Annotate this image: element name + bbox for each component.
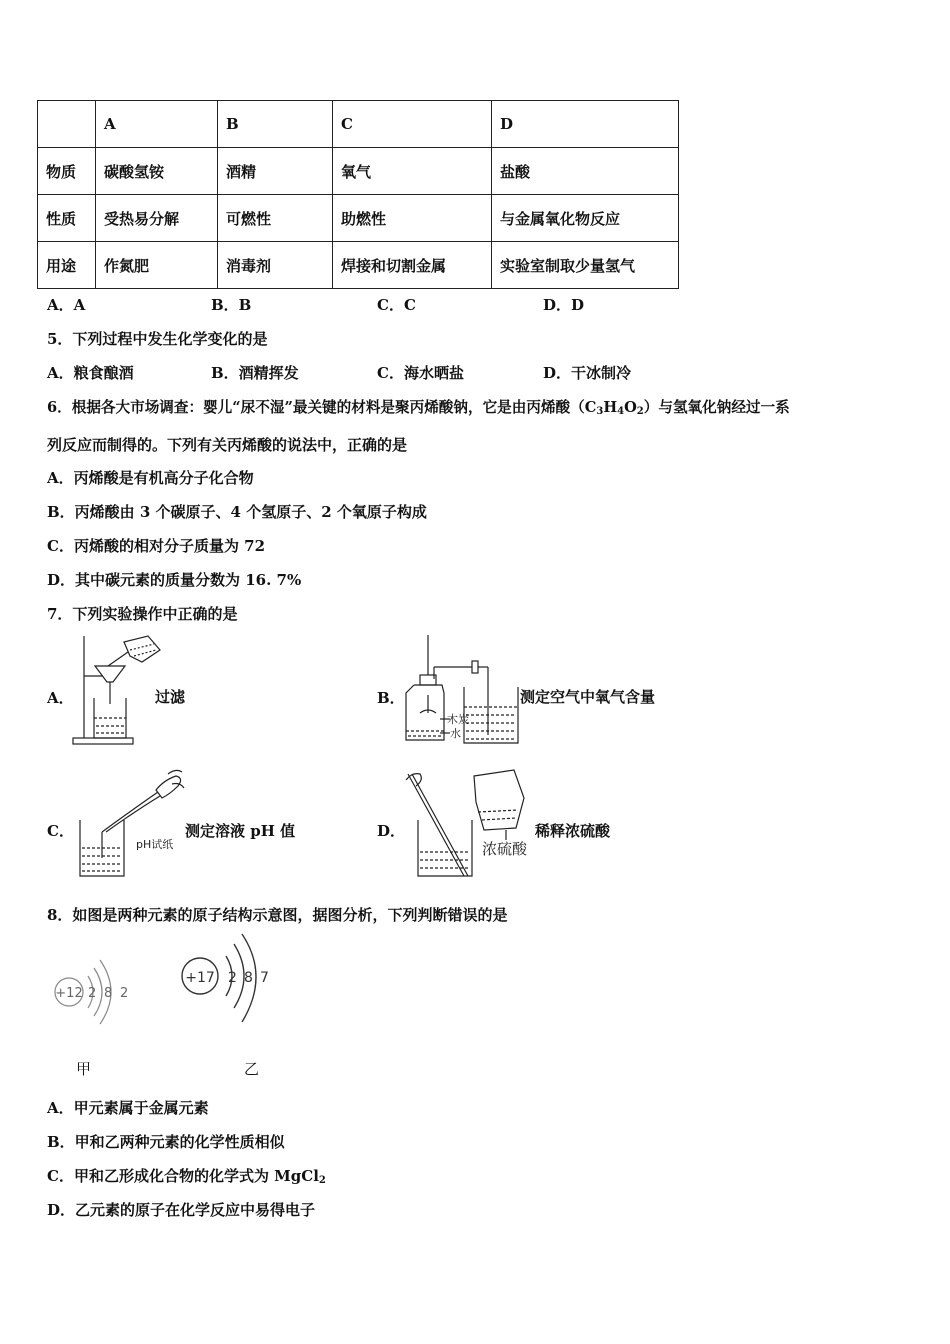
q8-option-b[interactable]: B．甲和乙两种元素的化学性质相似 — [47, 1133, 285, 1151]
q6-stem-part1: 6．根据各大市场调查：婴儿“尿不湿”最关键的材料是聚丙烯酸钠，它是由丙烯酸（C — [47, 399, 597, 416]
table-cell: 助燃性 — [333, 195, 492, 242]
table-cell: 作氮肥 — [96, 242, 218, 289]
q6-stem-part2: ）与氢氧化钠经过一系 — [643, 399, 790, 416]
table-header-cell: C — [333, 101, 492, 148]
table-header-cell: B — [218, 101, 333, 148]
q8-option-c-text: C．甲和乙形成化合物的化学式为 MgCl — [47, 1167, 319, 1185]
q6-option-a[interactable]: A．丙烯酸是有机高分子化合物 — [47, 469, 254, 487]
q6-formula-h: H — [603, 399, 618, 416]
table-cell: 可燃性 — [218, 195, 333, 242]
table-cell: 酒精 — [218, 148, 333, 195]
q6-option-c[interactable]: C．丙烯酸的相对分子质量为 72 — [47, 537, 266, 555]
table-cell: 氧气 — [333, 148, 492, 195]
q7-option-a-letter[interactable]: A． — [47, 689, 74, 707]
q7-option-a-label: 过滤 — [155, 688, 186, 706]
q6-option-b[interactable]: B．丙烯酸由 3 个碳原子、4 个氢原子、2 个氧原子构成 — [47, 503, 427, 521]
atom-yi-nucleus: +17 — [185, 970, 215, 986]
atom-jia-nucleus: +12 — [55, 986, 83, 1001]
filtration-figure — [70, 632, 165, 747]
table-header-row — [38, 101, 679, 148]
atom-jia-diagram — [52, 952, 142, 1032]
q4-option-a[interactable]: A．A — [47, 296, 86, 314]
table-header-cell — [38, 101, 96, 148]
table-row — [38, 195, 679, 242]
table-cell: 用途 — [38, 242, 96, 289]
atom-jia-shell-3: 2 — [120, 986, 129, 1001]
water-label: 水 — [450, 727, 461, 740]
table-row — [38, 148, 679, 195]
atom-yi-label: 乙 — [244, 1060, 260, 1078]
q5-option-d[interactable]: D．干冰制冷 — [543, 364, 632, 382]
dilute-acid-figure — [402, 768, 537, 883]
table-cell: 性质 — [38, 195, 96, 242]
q8-option-c-sub: 2 — [318, 1175, 326, 1186]
q6-stem-line2: 列反应而制得的。下列有关丙烯酸的说法中，正确的是 — [47, 436, 408, 454]
table-cell: 碳酸氢铵 — [96, 148, 218, 195]
q4-option-c[interactable]: C．C — [377, 296, 416, 314]
q6-formula-sub: 3 — [596, 406, 604, 417]
q8-option-a[interactable]: A．甲元素属于金属元素 — [47, 1099, 209, 1117]
table-row — [38, 242, 679, 289]
q8-stem: 8．如图是两种元素的原子结构示意图，据图分析，下列判断错误的是 — [47, 906, 508, 924]
conc-acid-label: 浓硫酸 — [482, 840, 528, 858]
q4-option-b[interactable]: B．B — [211, 296, 252, 314]
atom-yi-diagram — [178, 930, 278, 1030]
q7-option-c-label: 测定溶液 pH 值 — [185, 822, 296, 840]
table-header-cell: A — [96, 101, 218, 148]
table-header-cell: D — [492, 101, 679, 148]
table-cell: 消毒剂 — [218, 242, 333, 289]
q6-formula-o: O — [624, 399, 637, 416]
q5-stem: 5．下列过程中发生化学变化的是 — [47, 330, 268, 348]
q4-option-d[interactable]: D．D — [543, 296, 585, 314]
q7-option-b-letter[interactable]: B． — [377, 689, 405, 707]
property-table — [37, 100, 679, 289]
ph-paper-label: pH试纸 — [136, 838, 174, 851]
atom-yi-shell-1: 2 — [228, 970, 237, 986]
q6-option-d[interactable]: D．其中碳元素的质量分数为 16. 7% — [47, 571, 302, 589]
table-cell: 焊接和切割金属 — [333, 242, 492, 289]
q8-option-d[interactable]: D．乙元素的原子在化学反应中易得电子 — [47, 1201, 316, 1219]
q6-formula-sub: 4 — [617, 406, 625, 417]
charcoal-label: 木炭 — [447, 713, 469, 726]
table-cell: 受热易分解 — [96, 195, 218, 242]
q6-formula-sub: 2 — [636, 406, 644, 417]
q7-option-b-label: 测定空气中氧气含量 — [520, 688, 656, 706]
atom-yi-shell-2: 8 — [244, 970, 253, 986]
q6-stem — [47, 396, 790, 417]
q5-option-a[interactable]: A．粮食酿酒 — [47, 364, 134, 382]
q5-option-b[interactable]: B．酒精挥发 — [211, 364, 299, 382]
oxygen-content-figure — [400, 635, 525, 747]
atom-jia-label: 甲 — [76, 1060, 92, 1078]
atom-jia-shell-2: 8 — [104, 986, 113, 1001]
atom-jia-shell-1: 2 — [88, 986, 97, 1001]
q7-option-d-label: 稀释浓硫酸 — [535, 822, 611, 840]
q5-option-c[interactable]: C．海水晒盐 — [377, 364, 464, 382]
q8-option-c[interactable] — [47, 1165, 326, 1186]
ph-test-figure — [72, 770, 192, 882]
q7-option-d-letter[interactable]: D． — [377, 822, 406, 840]
q7-option-c-letter[interactable]: C． — [47, 822, 74, 840]
atom-yi-shell-3: 7 — [260, 970, 269, 986]
table-cell: 实验室制取少量氢气 — [492, 242, 679, 289]
table-cell: 盐酸 — [492, 148, 679, 195]
table-cell: 物质 — [38, 148, 96, 195]
table-cell: 与金属氧化物反应 — [492, 195, 679, 242]
q7-stem: 7．下列实验操作中正确的是 — [47, 605, 238, 623]
